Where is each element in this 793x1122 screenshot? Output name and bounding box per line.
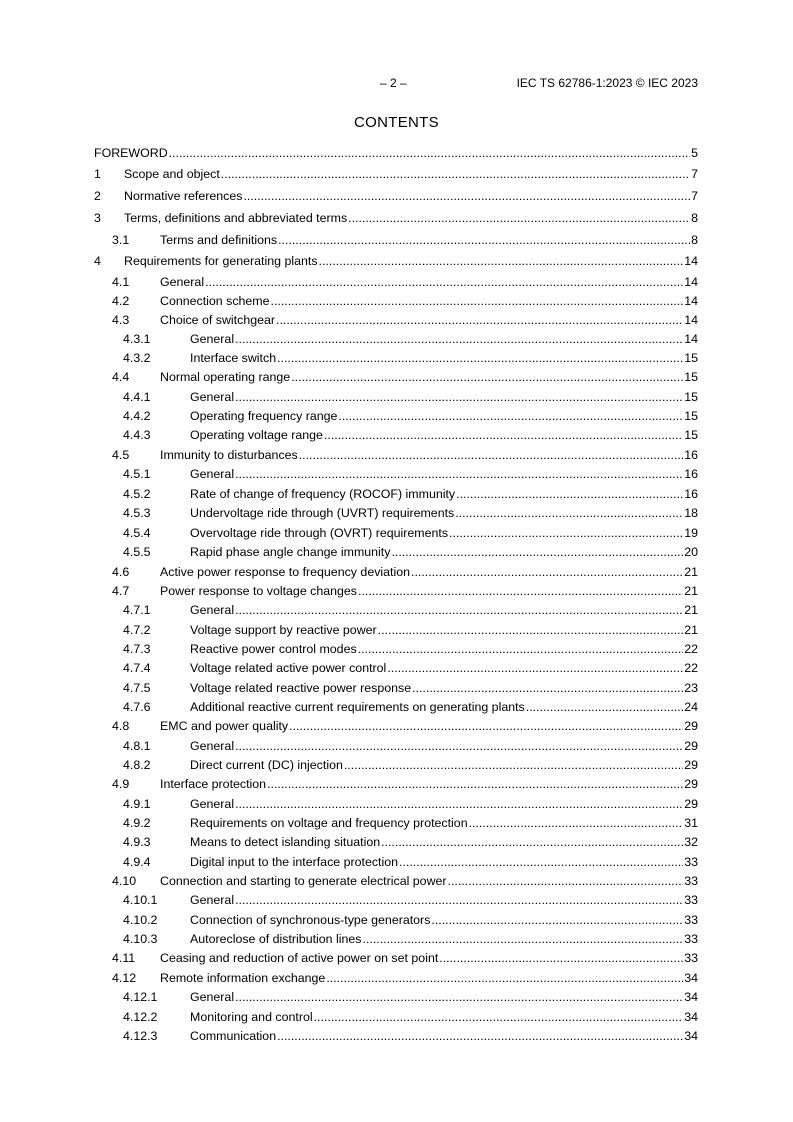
toc-dot-leader bbox=[456, 486, 683, 502]
toc-dot-leader bbox=[412, 680, 683, 696]
toc-entry[interactable] bbox=[94, 447, 698, 463]
toc-entry-title: General bbox=[190, 467, 235, 481]
toc-entry-title: Immunity to disturbances bbox=[160, 448, 298, 462]
toc-entry-page: 29 bbox=[684, 758, 698, 772]
toc-entry-number: 4.5.4 bbox=[123, 526, 151, 540]
toc-entry-number: 4.3.2 bbox=[123, 351, 151, 365]
toc-entry-title: Terms, definitions and abbreviated terms bbox=[124, 211, 348, 225]
toc-dot-leader bbox=[358, 583, 683, 599]
toc-entry-page: 33 bbox=[684, 932, 698, 946]
toc-dot-leader bbox=[319, 253, 684, 269]
toc-entry[interactable] bbox=[94, 369, 698, 385]
toc-entry[interactable] bbox=[94, 389, 698, 405]
toc-entry-title: Interface protection bbox=[160, 777, 267, 791]
toc-entry-number: 4.8.1 bbox=[123, 739, 151, 753]
toc-entry-title: General bbox=[190, 390, 235, 404]
toc-entry[interactable] bbox=[94, 427, 698, 443]
toc-entry[interactable] bbox=[94, 145, 698, 161]
toc-entry-number: 4.7 bbox=[112, 584, 130, 598]
page-number: – 2 – bbox=[380, 76, 407, 90]
toc-entry-title: Requirements on voltage and frequency protection bbox=[190, 816, 468, 830]
toc-entry-title: Autoreclose of distribution lines bbox=[190, 932, 362, 946]
document-reference: IEC TS 62786-1:2023 © IEC 2023 bbox=[516, 76, 698, 90]
toc-entry-title: General bbox=[190, 603, 235, 617]
toc-dot-leader bbox=[289, 718, 683, 734]
toc-entry-title: Requirements for generating plants bbox=[124, 254, 318, 268]
toc-entry-title: Voltage related reactive power response bbox=[190, 681, 412, 695]
toc-entry-page: 14 bbox=[684, 332, 698, 346]
toc-entry-page: 32 bbox=[684, 835, 698, 849]
toc-entry[interactable] bbox=[94, 738, 698, 754]
toc-entry[interactable] bbox=[94, 505, 698, 521]
toc-entry-page: 29 bbox=[684, 797, 698, 811]
toc-entry-title: Operating frequency range bbox=[190, 409, 338, 423]
toc-dot-leader bbox=[278, 232, 690, 248]
toc-entry-number: 4.5.2 bbox=[123, 487, 151, 501]
toc-entry-title: Monitoring and control bbox=[190, 1010, 313, 1024]
toc-entry-number: 4.9.2 bbox=[123, 816, 151, 830]
toc-entry-number: 4.7.6 bbox=[123, 700, 151, 714]
toc-entry-title: Means to detect islanding situation bbox=[190, 835, 381, 849]
toc-entry-page: 14 bbox=[684, 313, 698, 327]
toc-entry-page: 16 bbox=[684, 487, 698, 501]
toc-dot-leader bbox=[235, 331, 683, 347]
toc-entry[interactable] bbox=[94, 989, 698, 1005]
toc-entry-title: Scope and object bbox=[124, 167, 220, 181]
toc-entry-title: General bbox=[190, 893, 235, 907]
toc-entry-number: 4.4 bbox=[112, 370, 130, 384]
toc-entry-page: 29 bbox=[684, 777, 698, 791]
toc-entry-number: 4.7.3 bbox=[123, 642, 151, 656]
toc-entry-title: Remote information exchange bbox=[160, 971, 326, 985]
toc-entry[interactable] bbox=[94, 210, 698, 226]
toc-entry[interactable] bbox=[94, 641, 698, 657]
toc-entry-page: 34 bbox=[684, 1029, 698, 1043]
toc-entry-page: 20 bbox=[684, 545, 698, 559]
toc-entry-page: 21 bbox=[684, 584, 698, 598]
toc-dot-leader bbox=[235, 892, 683, 908]
toc-entry[interactable] bbox=[94, 564, 698, 580]
toc-entry-page: 15 bbox=[684, 390, 698, 404]
page-header bbox=[0, 76, 793, 94]
toc-dot-leader bbox=[271, 293, 684, 309]
toc-entry-title: General bbox=[190, 332, 235, 346]
toc-entry-page: 15 bbox=[684, 351, 698, 365]
toc-entry-number: 4.10.3 bbox=[123, 932, 158, 946]
toc-entry-number: 4.12.1 bbox=[123, 990, 158, 1004]
toc-entry[interactable] bbox=[94, 680, 698, 696]
toc-entry-page: 21 bbox=[684, 565, 698, 579]
toc-entry-title: General bbox=[190, 739, 235, 753]
toc-entry-page: 29 bbox=[684, 719, 698, 733]
toc-entry-title: Power response to voltage changes bbox=[160, 584, 357, 598]
toc-entry-number: 4.12 bbox=[112, 971, 137, 985]
toc-entry[interactable] bbox=[94, 815, 698, 831]
toc-entry-page: 34 bbox=[684, 971, 698, 985]
toc-dot-leader bbox=[235, 796, 683, 812]
toc-entry[interactable] bbox=[94, 1028, 698, 1044]
toc-dot-leader bbox=[277, 350, 683, 366]
toc-dot-leader bbox=[469, 815, 684, 831]
toc-entry[interactable] bbox=[94, 274, 698, 290]
toc-dot-leader bbox=[169, 145, 690, 161]
toc-entry-page: 24 bbox=[684, 700, 698, 714]
toc-entry-page: 7 bbox=[691, 167, 698, 181]
toc-dot-leader bbox=[391, 544, 683, 560]
toc-entry-number: 4.3 bbox=[112, 313, 130, 327]
toc-entry-number: 2 bbox=[94, 189, 101, 203]
toc-entry[interactable] bbox=[94, 188, 698, 204]
toc-entry-number: 4.7.2 bbox=[123, 623, 151, 637]
toc-entry-title: Choice of switchgear bbox=[160, 313, 276, 327]
toc-entry-page: 33 bbox=[684, 893, 698, 907]
toc-dot-leader bbox=[326, 970, 683, 986]
toc-entry-number: 4.7.5 bbox=[123, 681, 151, 695]
toc-entry-title: Interface switch bbox=[190, 351, 277, 365]
toc-entry[interactable] bbox=[94, 757, 698, 773]
toc-entry-page: 7 bbox=[691, 189, 698, 203]
toc-entry-page: 34 bbox=[684, 1010, 698, 1024]
toc-dot-leader bbox=[235, 466, 683, 482]
toc-entry-page: 14 bbox=[684, 254, 698, 268]
toc-entry[interactable] bbox=[94, 622, 698, 638]
toc-dot-leader bbox=[439, 950, 683, 966]
toc-entry[interactable] bbox=[94, 892, 698, 908]
toc-entry-title: Rapid phase angle change immunity bbox=[190, 545, 391, 559]
toc-entry-title: General bbox=[190, 990, 235, 1004]
toc-entry-number: 1 bbox=[94, 167, 101, 181]
toc-entry-title: Additional reactive current requirements on generating plants bbox=[190, 700, 525, 714]
toc-entry-title: Ceasing and reduction of active power on set point bbox=[160, 951, 439, 965]
toc-entry-number: 4.12.2 bbox=[123, 1010, 158, 1024]
toc-dot-leader bbox=[243, 188, 690, 204]
toc-entry-title: Digital input to the interface protection bbox=[190, 855, 399, 869]
toc-entry-number: 3.1 bbox=[112, 233, 130, 247]
toc-dot-leader bbox=[344, 757, 683, 773]
toc-entry-title: Connection and starting to generate electrical power bbox=[160, 874, 447, 888]
toc-dot-leader bbox=[267, 776, 683, 792]
toc-entry[interactable] bbox=[94, 931, 698, 947]
toc-dot-leader bbox=[235, 389, 683, 405]
toc-entry-page: 33 bbox=[684, 855, 698, 869]
toc-dot-leader bbox=[299, 447, 683, 463]
toc-entry[interactable] bbox=[94, 331, 698, 347]
toc-entry[interactable] bbox=[94, 253, 698, 269]
toc-entry-number: 4.10 bbox=[112, 874, 137, 888]
toc-entry[interactable] bbox=[94, 660, 698, 676]
toc-dot-leader bbox=[291, 369, 683, 385]
toc-entry[interactable] bbox=[94, 834, 698, 850]
toc-entry-page: 15 bbox=[684, 370, 698, 384]
toc-dot-leader bbox=[276, 312, 683, 328]
toc-dot-leader bbox=[431, 912, 683, 928]
toc-entry-number: 4.3.1 bbox=[123, 332, 151, 346]
toc-dot-leader bbox=[205, 274, 683, 290]
toc-dot-leader bbox=[221, 166, 690, 182]
toc-entry-number: 4.9.3 bbox=[123, 835, 151, 849]
toc-entry-title: Voltage related active power control bbox=[190, 661, 387, 675]
toc-entry-number: 4.9.1 bbox=[123, 797, 151, 811]
toc-entry[interactable] bbox=[94, 970, 698, 986]
toc-entry[interactable] bbox=[94, 873, 698, 889]
toc-entry-page: 22 bbox=[684, 642, 698, 656]
toc-entry-page: 29 bbox=[684, 739, 698, 753]
toc-entry-page: 19 bbox=[684, 526, 698, 540]
toc-dot-leader bbox=[526, 699, 683, 715]
toc-entry-title: Communication bbox=[190, 1029, 277, 1043]
toc-entry[interactable] bbox=[94, 912, 698, 928]
toc-entry-number: 4.4.1 bbox=[123, 390, 151, 404]
toc-dot-leader bbox=[358, 641, 684, 657]
toc-dot-leader bbox=[363, 931, 684, 947]
toc-entry-number: 4.5.5 bbox=[123, 545, 151, 559]
toc-entry[interactable] bbox=[94, 1009, 698, 1025]
toc-dot-leader bbox=[381, 834, 683, 850]
toc-entry-page: 33 bbox=[684, 951, 698, 965]
toc-entry-number: 4.11 bbox=[112, 951, 136, 965]
toc-entry-page: 33 bbox=[684, 913, 698, 927]
toc-entry-number: 4.1 bbox=[112, 275, 130, 289]
toc-entry[interactable] bbox=[94, 950, 698, 966]
toc-dot-leader bbox=[338, 408, 683, 424]
toc-dot-leader bbox=[411, 564, 683, 580]
toc-entry-page: 21 bbox=[684, 603, 698, 617]
toc-entry[interactable] bbox=[94, 854, 698, 870]
toc-entry-page: 34 bbox=[684, 990, 698, 1004]
toc-entry-number: 4.8 bbox=[112, 719, 130, 733]
toc-entry-number: 4.10.2 bbox=[123, 913, 158, 927]
toc-entry[interactable] bbox=[94, 602, 698, 618]
toc-entry-page: 22 bbox=[684, 661, 698, 675]
toc-entry-number: 4.2 bbox=[112, 294, 130, 308]
toc-entry[interactable] bbox=[94, 718, 698, 734]
toc-entry-title: EMC and power quality bbox=[160, 719, 289, 733]
toc-entry-number: 4.9.4 bbox=[123, 855, 151, 869]
toc-entry[interactable] bbox=[94, 525, 698, 541]
toc-entry-title: Normal operating range bbox=[160, 370, 291, 384]
toc-entry-title: Overvoltage ride through (OVRT) requirements bbox=[190, 526, 449, 540]
toc-entry-title: Reactive power control modes bbox=[190, 642, 357, 656]
toc-entry-title: Rate of change of frequency (ROCOF) immunity bbox=[190, 487, 456, 501]
toc-dot-leader bbox=[399, 854, 683, 870]
toc-entry[interactable] bbox=[94, 350, 698, 366]
toc-entry-title: General bbox=[190, 797, 235, 811]
toc-entry-page: 14 bbox=[684, 294, 698, 308]
toc-entry-title: FOREWORD bbox=[94, 146, 168, 160]
toc-dot-leader bbox=[378, 622, 684, 638]
toc-entry-title: Connection scheme bbox=[160, 294, 270, 308]
toc-entry-title: Voltage support by reactive power bbox=[190, 623, 377, 637]
toc-entry-title: Normative references bbox=[124, 189, 243, 203]
toc-entry[interactable] bbox=[94, 583, 698, 599]
toc-entry-title: Operating voltage range bbox=[190, 428, 323, 442]
toc-entry-title: Undervoltage ride through (UVRT) requirements bbox=[190, 506, 455, 520]
toc-dot-leader bbox=[448, 873, 684, 889]
toc-entry-number: 3 bbox=[94, 211, 101, 225]
toc-entry-title: Connection of synchronous-type generators bbox=[190, 913, 431, 927]
toc-entry[interactable] bbox=[94, 544, 698, 560]
toc-dot-leader bbox=[348, 210, 690, 226]
toc-entry-number: 4.12.3 bbox=[123, 1029, 158, 1043]
toc-dot-leader bbox=[235, 738, 683, 754]
toc-entry-page: 15 bbox=[684, 409, 698, 423]
toc-entry-number: 4.5.1 bbox=[123, 467, 151, 481]
toc-entry[interactable] bbox=[94, 796, 698, 812]
toc-dot-leader bbox=[235, 602, 683, 618]
toc-entry[interactable] bbox=[94, 166, 698, 182]
toc-entry[interactable] bbox=[94, 466, 698, 482]
toc-entry[interactable] bbox=[94, 699, 698, 715]
toc-entry-page: 15 bbox=[684, 428, 698, 442]
toc-entry-number: 4.7.1 bbox=[123, 603, 151, 617]
toc-entry[interactable] bbox=[94, 408, 698, 424]
toc-entry-title: Direct current (DC) injection bbox=[190, 758, 343, 772]
toc-entry-number: 4.8.2 bbox=[123, 758, 151, 772]
toc-entry-number: 4 bbox=[94, 254, 101, 268]
toc-entry[interactable] bbox=[94, 312, 698, 328]
toc-entry-number: 4.6 bbox=[112, 565, 130, 579]
toc-entry-number: 4.5.3 bbox=[123, 506, 151, 520]
toc-dot-leader bbox=[449, 525, 683, 541]
toc-entry-title: Terms and definitions bbox=[160, 233, 278, 247]
toc-entry-number: 4.7.4 bbox=[123, 661, 151, 675]
toc-entry-title: General bbox=[160, 275, 205, 289]
toc-entry-page: 16 bbox=[684, 467, 698, 481]
toc-entry-number: 4.9 bbox=[112, 777, 130, 791]
toc-entry[interactable] bbox=[94, 486, 698, 502]
toc-dot-leader bbox=[324, 427, 683, 443]
toc-entry-number: 4.5 bbox=[112, 448, 130, 462]
toc-entry-page: 8 bbox=[691, 233, 698, 247]
toc-entry-page: 23 bbox=[684, 681, 698, 695]
toc-entry-number: 4.4.3 bbox=[123, 428, 151, 442]
toc-dot-leader bbox=[314, 1009, 684, 1025]
toc-entry-number: 4.4.2 bbox=[123, 409, 151, 423]
toc-entry-page: 5 bbox=[691, 146, 698, 160]
contents-title: CONTENTS bbox=[354, 114, 439, 131]
toc-dot-leader bbox=[277, 1028, 683, 1044]
toc-entry-page: 14 bbox=[684, 275, 698, 289]
toc-dot-leader bbox=[455, 505, 683, 521]
toc-entry[interactable] bbox=[94, 776, 698, 792]
toc-entry-title: Active power response to frequency deviation bbox=[160, 565, 411, 579]
toc-entry-page: 21 bbox=[684, 623, 698, 637]
toc-entry-page: 8 bbox=[691, 211, 698, 225]
toc-dot-leader bbox=[387, 660, 683, 676]
toc-entry-page: 16 bbox=[684, 448, 698, 462]
toc-entry-number: 4.10.1 bbox=[123, 893, 158, 907]
toc-entry[interactable] bbox=[94, 293, 698, 309]
toc-entry-page: 31 bbox=[684, 816, 698, 830]
toc-entry-page: 18 bbox=[684, 506, 698, 520]
toc-entry[interactable] bbox=[94, 232, 698, 248]
toc-dot-leader bbox=[235, 989, 683, 1005]
toc-entry-page: 33 bbox=[684, 874, 698, 888]
